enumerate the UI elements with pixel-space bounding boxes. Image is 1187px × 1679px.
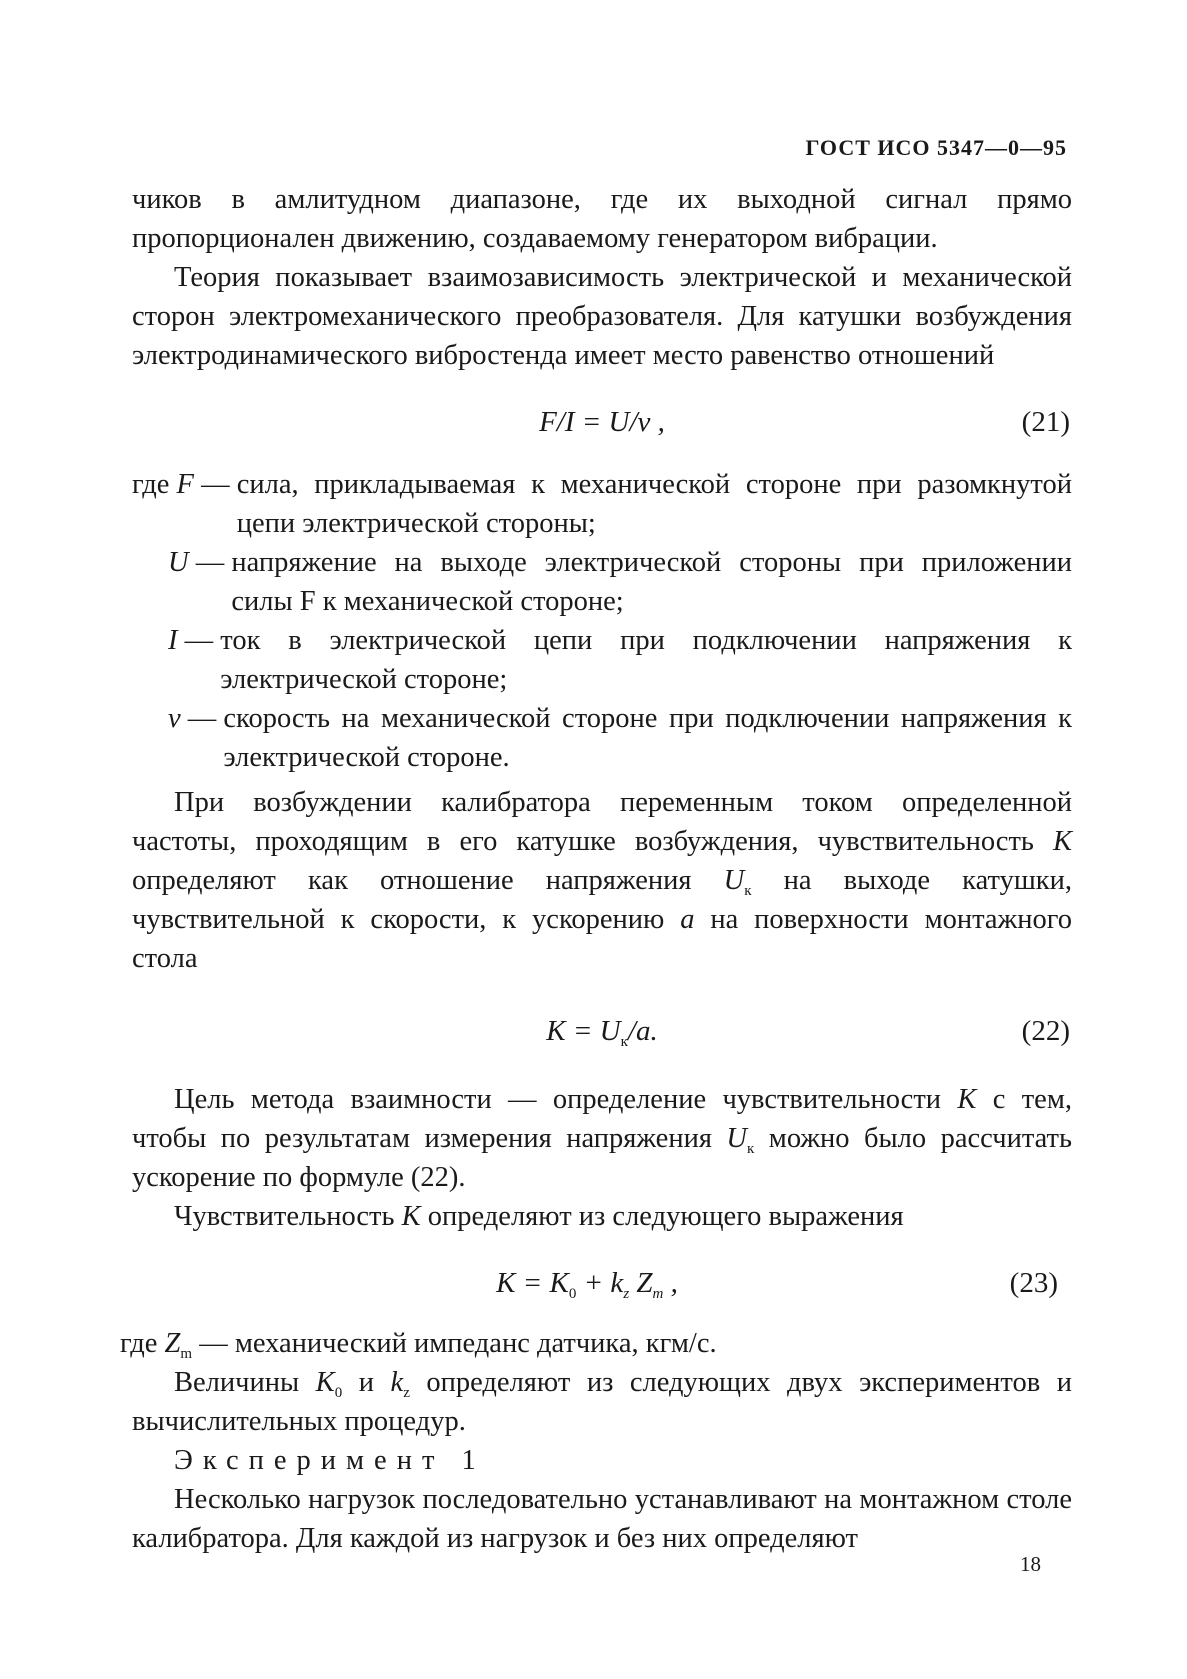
text-run: определяют как отношение напряжения [132, 865, 724, 896]
paragraph-method-goal [132, 1080, 1072, 1197]
page-number: 18 [1020, 1552, 1041, 1576]
text-run: где [120, 1328, 165, 1359]
text-run: — механический импеданс датчика, кгм/с. [192, 1328, 717, 1359]
text-run: на выходе катушки, чувствительной к скорости, к ускорению [132, 865, 1072, 935]
definition-item-U [132, 543, 1072, 621]
equation-22-number: (22) [1021, 1015, 1070, 1047]
equation-22 [132, 1004, 1072, 1054]
equation-part: Z [629, 1267, 653, 1299]
text-run: на поверхности монтажного стола [132, 904, 1072, 974]
subscript: к [620, 1034, 628, 1050]
definition-item-v [132, 699, 1072, 777]
symbol-U: U [723, 865, 745, 896]
text-run: с тем, чтобы по результатам измерения напряжения [132, 1084, 1072, 1154]
text-run: Чувствительность [174, 1201, 402, 1232]
definition-text: сила, прикладываемая к механической стороне при разомкнутой цепи электрической стороны; [236, 469, 1072, 539]
symbol-K: K [401, 1201, 421, 1232]
equation-part: , [663, 1267, 678, 1299]
equation-part: /a. [627, 1015, 658, 1047]
equation-23 [132, 1258, 1072, 1308]
definition-item-I [132, 621, 1072, 699]
definition-symbol: U [168, 547, 189, 578]
definition-symbol: v [168, 703, 181, 734]
definition-symbol: F [176, 469, 194, 500]
symbol-k: k [390, 1367, 404, 1398]
definition-item-F [132, 465, 1072, 543]
body-text [120, 180, 1073, 1558]
paragraph-continuation: чиков в амлитудном диапазоне, где их выходной сигнал прямо пропорционален движению, создаваемому генератором вибрации. [132, 184, 1072, 254]
symbol-K: K [1052, 826, 1072, 857]
paragraph-theory: Теория показывает взаимозависимость электрической и механической сторон электромеханического преобразователя. Для катушки возбуждения электродинамического вибростенда имеет место равенство отношений [132, 262, 1072, 371]
equation-23-number: (23) [1009, 1267, 1058, 1299]
text-run: можно было рассчитать ускорение по формуле (22). [132, 1123, 1072, 1193]
text-run: При возбуждении калибратора переменным током определенной частоты, проходящим в его катушке возбуждения, чувствительность [132, 787, 1072, 857]
text-run: и [342, 1367, 391, 1398]
equation-part: + k [576, 1267, 624, 1299]
text-run: Величины [174, 1367, 316, 1398]
definition-dash: — [201, 469, 230, 500]
text-run: определяют из следующего выражения [420, 1201, 904, 1232]
subscript: z [623, 1286, 630, 1302]
symbol-Z: Z [164, 1328, 181, 1359]
symbol-K: K [315, 1367, 335, 1398]
subscript: 0 [568, 1286, 577, 1302]
definitions-list [132, 465, 1072, 777]
definition-dash: — [195, 547, 225, 578]
document-header: ГОСТ ИСО 5347—0—95 [805, 135, 1067, 160]
paragraph-impedance [120, 1324, 1072, 1363]
equation-22-formula [132, 1012, 1072, 1051]
definition-text: напряжение на выходе электрической стороны при приложении силы F к механической стороне; [231, 547, 1072, 617]
experiment-heading: Эксперимент 1 [174, 1445, 486, 1476]
symbol-a: a [680, 904, 695, 935]
subscript: m [652, 1286, 664, 1302]
definition-text: скорость на механической стороне при подключении напряжения к электрической стороне. [223, 703, 1072, 773]
subscript: к [747, 1141, 755, 1157]
equation-21-formula: F/I = U/v , [539, 406, 665, 438]
subscript: к [744, 883, 752, 899]
subscript: m [180, 1346, 193, 1362]
symbol-K: K [957, 1084, 977, 1115]
paragraph-experiment-1: Несколько нагрузок последовательно устанавливают на монтажном столе калибратора. Для каждой из нагрузок и без них определяют [132, 1484, 1072, 1554]
subscript: z [403, 1385, 410, 1401]
text-run: Цель метода взаимности — определение чувствительности [174, 1084, 958, 1115]
subscript: 0 [334, 1385, 343, 1401]
definition-symbol: I [168, 625, 178, 656]
definition-dash: — [184, 625, 214, 656]
symbol-U: U [726, 1123, 748, 1154]
paragraph-excitation [132, 783, 1072, 978]
text-run: определяют из следующих двух экспериментов и вычислительных процедур. [132, 1367, 1073, 1437]
paragraph-sensitivity [132, 1197, 1072, 1236]
equation-21 [132, 395, 1072, 445]
definition-lead: где [132, 469, 170, 500]
paragraph-quantities [132, 1363, 1072, 1441]
equation-23-formula [132, 1264, 1072, 1303]
equation-part: K = U [546, 1015, 621, 1047]
definition-dash: — [187, 703, 217, 734]
equation-21-number: (21) [1021, 406, 1070, 438]
equation-part: K = K [496, 1267, 569, 1299]
definition-text: ток в электрической цепи при подключении напряжения к электрической стороне; [220, 625, 1072, 695]
